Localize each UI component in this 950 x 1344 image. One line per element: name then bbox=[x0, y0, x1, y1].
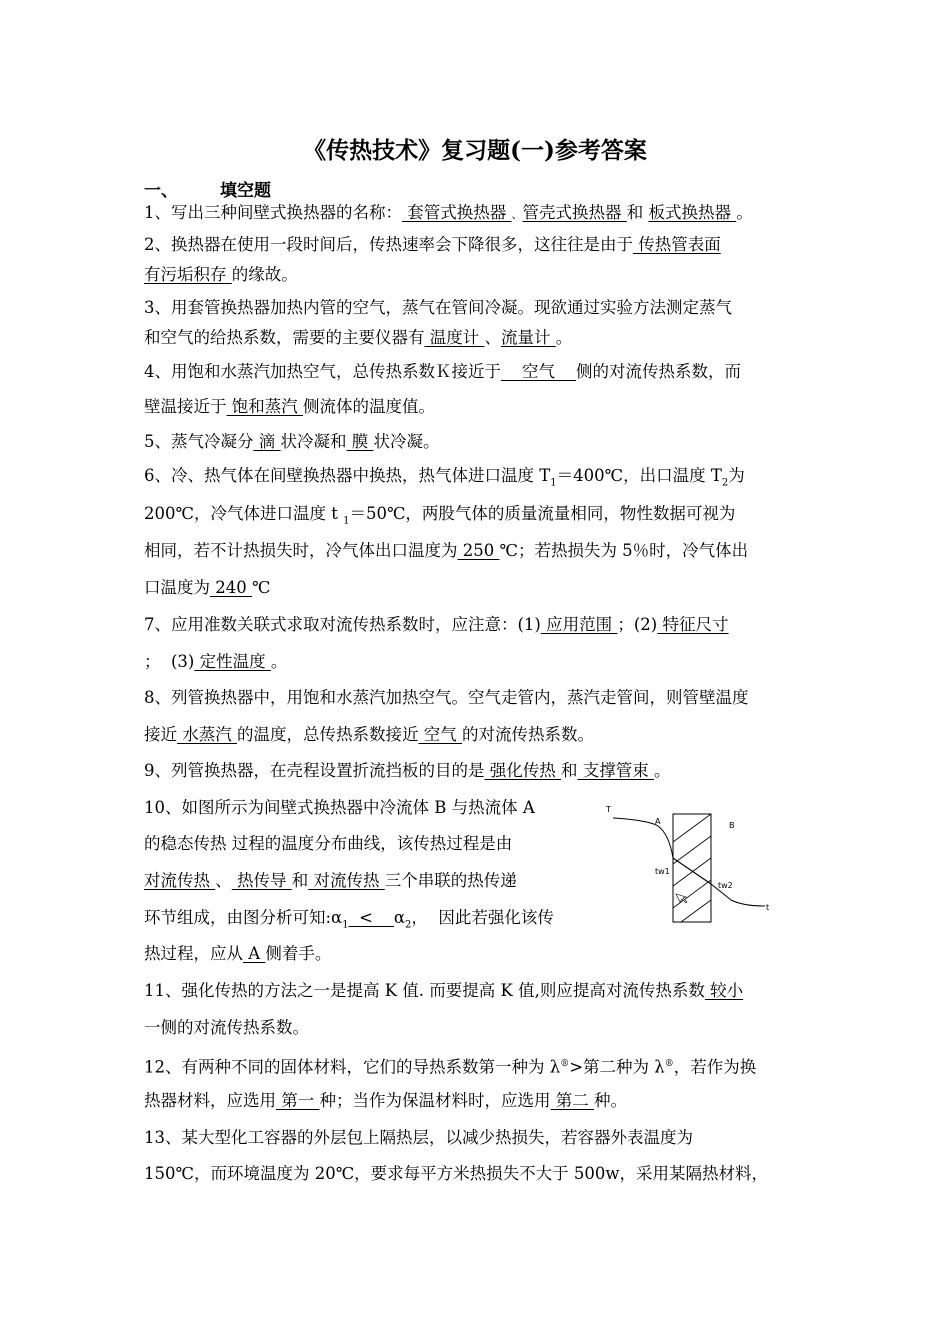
answer: 有污垢积存 bbox=[144, 265, 232, 284]
answer: 热传导 bbox=[231, 871, 292, 890]
question-6-cont: 200℃，冷气体进口温度 t $_1$＝50℃，两股气体的质量流量相同，物性数据可视为 bbox=[144, 504, 736, 527]
question-1: 1、写出三种间壁式换热器的名称： 套管式换热器 、管壳式换热器 和 板式换热器 。 bbox=[144, 203, 753, 222]
question-10-cont: 的稳态传热 过程的温度分布曲线，该传热过程是由 bbox=[144, 834, 513, 853]
hatch bbox=[673, 814, 711, 842]
answer: 水蒸汽 bbox=[177, 725, 237, 744]
label-t: t bbox=[766, 903, 770, 912]
question-12-cont: 热器材料，应选用 第一 种；当作为保温材料时，应选用 第二 种。 bbox=[144, 1091, 627, 1110]
question-10-cont4: 热过程，应从 A 侧着手。 bbox=[144, 944, 332, 963]
question-6-cont3: 口温度为 240 ℃ bbox=[144, 578, 271, 597]
label-A: A bbox=[655, 817, 661, 826]
question-2: 2、换热器在使用一段时间后，传热速率会下降很多，这往往是由于 传热管表面 bbox=[144, 235, 721, 254]
answer: 板式换热器 bbox=[648, 203, 737, 222]
section-name: 填空题 bbox=[220, 181, 271, 201]
answer: < bbox=[348, 908, 394, 927]
question-9: 9、列管换热器，在壳程设置折流挡板的目的是 强化传热 和 支撑管束 。 bbox=[144, 761, 671, 780]
answer: A bbox=[243, 944, 266, 963]
question-6: 6、冷、热气体在间壁换热器中换热，热气体进口温度 $T_1=400℃$，出口温度 $T_2$为 bbox=[144, 466, 745, 489]
question-8-cont: 接近 水蒸汽 的温度，总传热系数接近 空气 的对流传热系数。 bbox=[144, 725, 594, 744]
question-10: 10、如图所示为间壁式换热器中冷流体 B 与热流体 A bbox=[144, 798, 535, 817]
answer: 支撑管束 bbox=[577, 761, 654, 780]
page-title: 《传热技术》复习题(一)参考答案 bbox=[303, 137, 647, 164]
answer: 滴 bbox=[253, 432, 281, 451]
question-11: 11、强化传热的方法之一是提高 K 值. 而要提高 K 值,则应提高对流传热系数 较小 bbox=[144, 981, 744, 1000]
section-number: 一、 bbox=[144, 181, 178, 201]
question-4-cont: 壁温接近于 饱和蒸汽 侧流体的温度值。 bbox=[144, 397, 435, 416]
section-heading bbox=[144, 176, 271, 201]
label-T: T bbox=[606, 805, 611, 814]
question-13-cont: 150℃，而环境温度为 20℃，要求每平方米热损失不大于 500w，采用某隔热材料， bbox=[144, 1164, 769, 1183]
question-12: 12、有两种不同的固体材料，它们的导热系数第一种为 λ®>第二种为 λ®，若作为换 bbox=[144, 1057, 757, 1077]
answer: 空气 bbox=[418, 725, 462, 744]
question-8: 8、列管换热器中，用饱和水蒸汽加热空气。空气走管内，蒸汽走管间，则管壁温度 bbox=[144, 688, 749, 707]
answer: 第一 bbox=[276, 1091, 320, 1110]
hatch bbox=[681, 900, 711, 922]
question-4: 4、用饱和水蒸汽加热空气，总传热系数Ｋ接近于 空气 侧的对流传热系数，而 bbox=[144, 362, 741, 381]
answer: 膜 bbox=[346, 432, 374, 451]
answer: 空气 bbox=[501, 362, 576, 381]
answer: 240 bbox=[210, 578, 252, 597]
question-7-cont: ； (3) 定性温度 。 bbox=[144, 652, 288, 671]
answer: 强化传热 bbox=[484, 761, 561, 780]
hot-fluid-curve bbox=[613, 818, 673, 858]
answer: 第二 bbox=[550, 1091, 594, 1110]
answer: 管壳式换热器 bbox=[522, 203, 627, 222]
question-2-cont: 有污垢积存 的缘故。 bbox=[144, 265, 298, 284]
question-11-cont: 一侧的对流传热系数。 bbox=[144, 1018, 309, 1037]
answer: 对流传热 bbox=[144, 871, 216, 890]
answer: 应用范围 bbox=[540, 615, 618, 634]
question-3: 3、用套管换热器加热内管的空气，蒸气在管间冷凝。现欲通过实验方法测定蒸气 bbox=[144, 298, 732, 317]
answer: 流量计 bbox=[501, 328, 556, 347]
question-10-cont2: 对流传热 、 热传导 和 对流传热 三个串联的热传递 bbox=[144, 871, 517, 890]
answer: 250 bbox=[457, 541, 500, 560]
answer: 对流传热 bbox=[308, 871, 385, 890]
answer: 温度计 bbox=[424, 328, 485, 347]
question-13: 13、某大型化工容器的外层包上隔热层，以减少热损失，若容器外表温度为 bbox=[144, 1128, 693, 1147]
hatch bbox=[673, 836, 711, 864]
temperature-profile-figure bbox=[603, 796, 785, 928]
label-B: B bbox=[729, 821, 735, 830]
answer: 饱和蒸汽 bbox=[226, 397, 303, 416]
label-tw2: tw2 bbox=[718, 881, 733, 890]
label-tw1: tw1 bbox=[655, 867, 670, 876]
question-10-cont3: 环节组成，由图分析可知$:\alpha_1$ < $\alpha_2$， 因此若强化该传 bbox=[144, 908, 554, 931]
wall-rect bbox=[673, 814, 711, 922]
answer: 套管式换热器 bbox=[402, 203, 512, 222]
answer: 特征尺寸 bbox=[657, 615, 729, 634]
answer: 定性温度 bbox=[194, 652, 271, 671]
question-7: 7、应用准数关联式求取对流传热系数时，应注意：(1) 应用范围 ；(2) 特征尺寸 bbox=[144, 615, 729, 634]
question-5: 5、蒸气冷凝分 滴 状冷凝和 膜 状冷凝。 bbox=[144, 432, 440, 451]
answer: 传热管表面 bbox=[633, 235, 721, 254]
question-3-cont: 和空气的给热系数，需要的主要仪器有 温度计 、流量计 。 bbox=[144, 328, 573, 347]
question-6-cont2: 相同，若不计热损失时，冷气体出口温度为 250 ℃；若热损失为 5％时，冷气体出 bbox=[144, 541, 749, 560]
answer: 较小 bbox=[704, 981, 744, 1000]
